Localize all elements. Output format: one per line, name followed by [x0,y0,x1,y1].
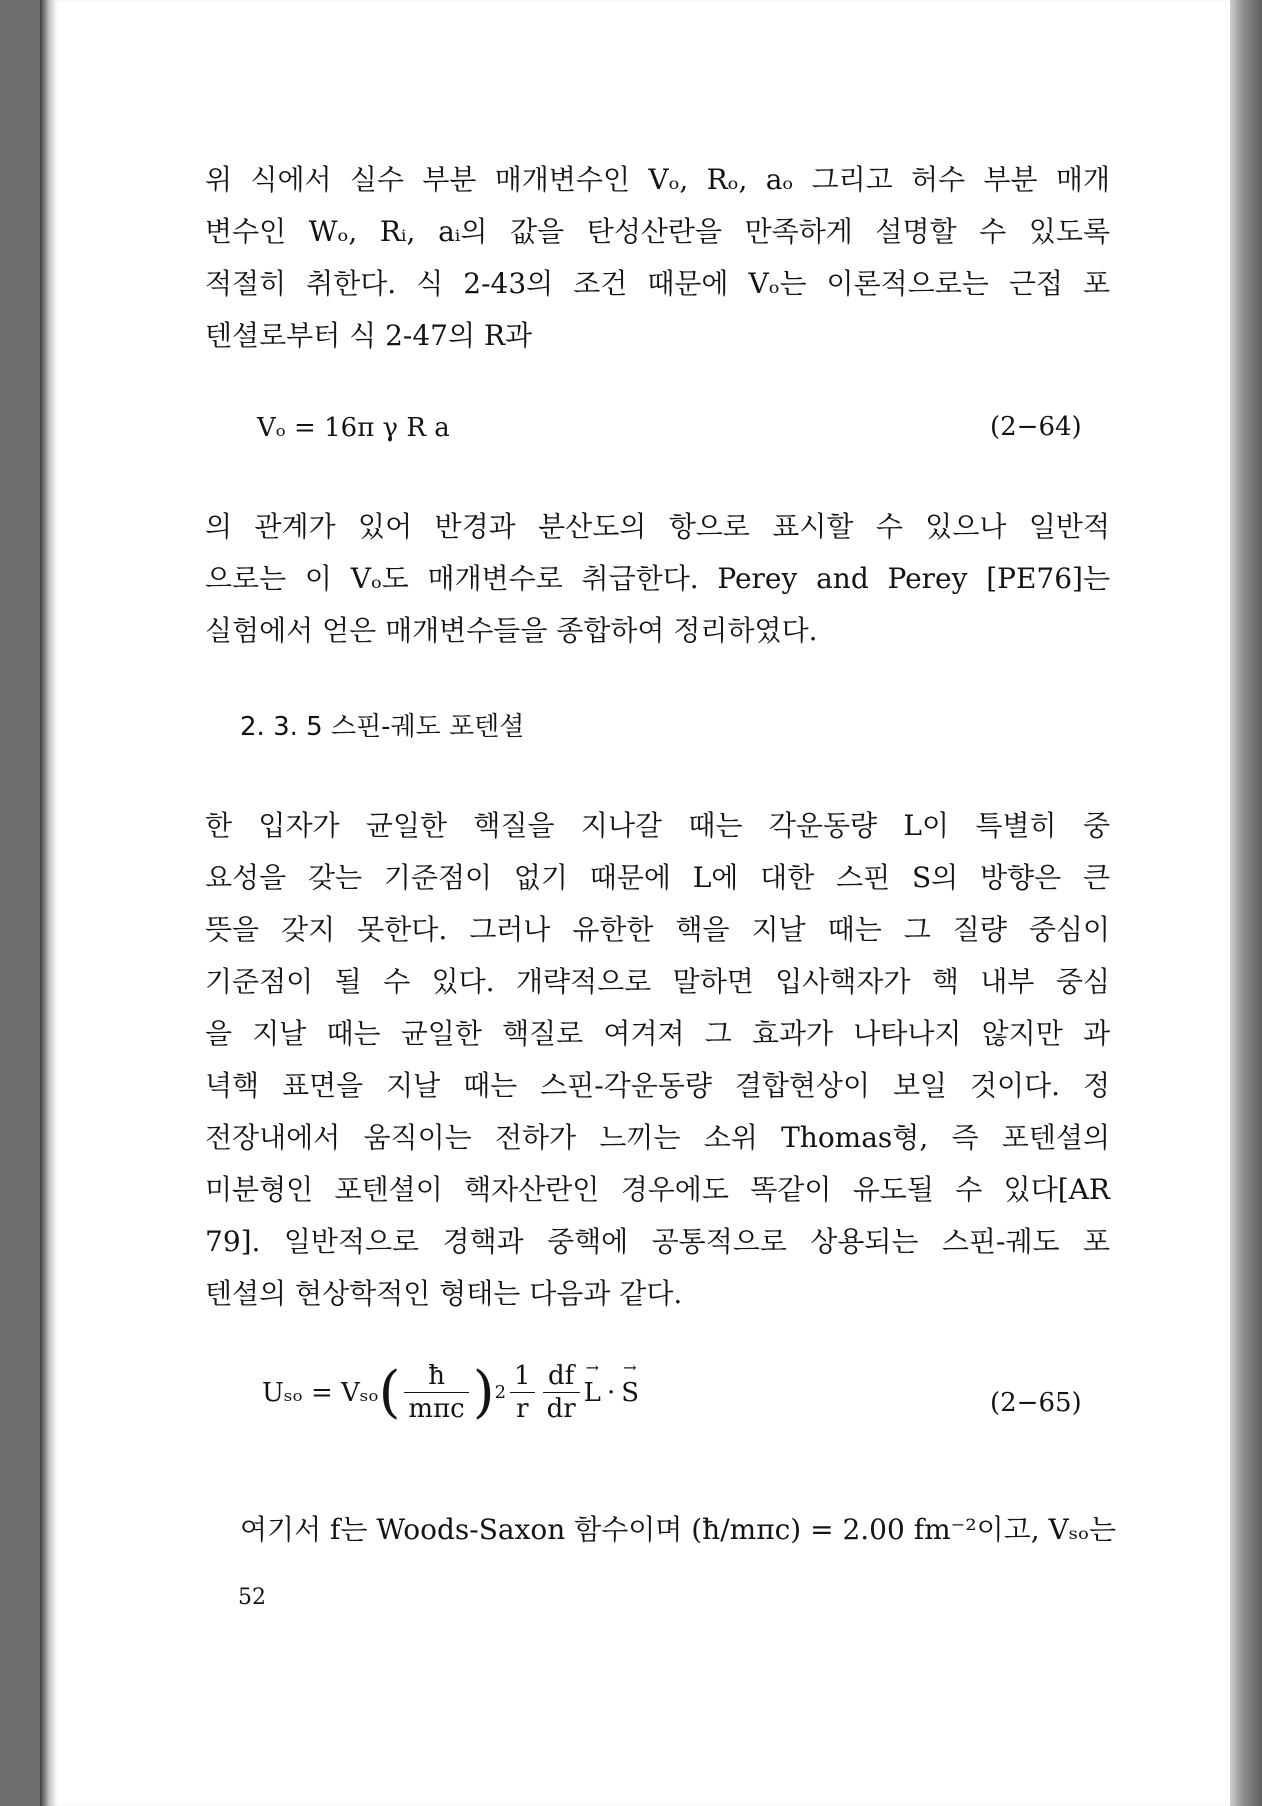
eq65-hbar: ħ [404,1360,468,1393]
paragraph3-line-4: 기준점이 될 수 있다. 개략적으로 말하면 입사핵자가 핵 내부 중심 [205,965,1110,998]
eq65-vector-L: → L [584,1378,601,1408]
paragraph3-line-5: 을 지날 때는 균일한 핵질로 여겨져 그 효과가 나타나지 않지만 과 [205,1017,1110,1050]
eq65-dr: dr [546,1394,576,1424]
page-number: 52 [238,1585,266,1610]
equation-2-64: Vₒ = 16π γ R a [257,413,450,443]
eq65-one: 1 [510,1360,535,1393]
paragraph3-line-10: 텐셜의 현상학적인 형태는 다음과 같다. [205,1277,683,1310]
eq65-lhs: Uₛₒ = Vₛₒ [262,1377,379,1408]
paragraph3-line-3: 뜻을 갖지 못한다. 그러나 유한한 핵을 지날 때는 그 질량 중심이 [205,913,1110,946]
eq65-derivative [543,1360,580,1425]
paragraph4-line-1: 여기서 f는 Woods-Saxon 함수이며 (ħ/mπc) = 2.00 fm⁻²이고, Vₛₒ는 [240,1513,1117,1546]
paragraph3-line-6: 녁핵 표면을 지날 때는 스핀-각운동량 결합현상이 보일 것이다. 정 [205,1069,1110,1102]
paragraph1-line-4: 텐셜로부터 식 2-47의 R과 [205,319,533,352]
book-spine-edge [40,0,50,1806]
book-page-stack-edge [1230,0,1262,1806]
paragraph1-line-3: 적절히 취한다. 식 2-43의 조건 때문에 Vₒ는 이론적으로는 근접 포 [205,267,1110,300]
paragraph1-line-1: 위 식에서 실수 부분 매개변수인 Vₒ, Rₒ, aₒ 그리고 허수 부분 매개 [205,163,1110,196]
paragraph1-line-2: 변수인 Wₒ, Rᵢ, aᵢ의 값을 탄성산란을 만족하게 설명할 수 있도록 [205,215,1110,248]
eq65-mpic: mπc [408,1394,465,1424]
paragraph3-line-8: 미분형인 포텐셜이 핵자산란인 경우에도 똑같이 유도될 수 있다[AR [205,1173,1110,1206]
equation-number-2-64: (2−64) [990,412,1082,442]
eq65-power: 2 [494,1382,507,1403]
equation-2-65 [262,1360,639,1425]
eq65-r: r [516,1394,529,1424]
eq65-close-paren: ) [472,1359,495,1425]
eq65-open-paren: ( [378,1359,401,1425]
paragraph2-line-1: 의 관계가 있어 반경과 분산도의 항으로 표시할 수 있으나 일반적 [205,510,1110,543]
eq65-hbar-fraction [404,1360,468,1425]
equation-number-2-65: (2−65) [990,1388,1082,1418]
paragraph2-line-3: 실험에서 얻은 매개변수들을 종합하여 정리하였다. [205,614,818,647]
eq65-one-over-r [510,1360,535,1425]
eq65-dot: · [606,1377,616,1408]
paragraph3-line-2: 요성을 갖는 기준점이 없기 때문에 L에 대한 스핀 S의 방향은 큰 [205,861,1110,894]
paragraph3-line-1: 한 입자가 균일한 핵질을 지나갈 때는 각운동량 L이 특별히 중 [205,809,1110,842]
paragraph2-line-2: 으로는 이 Vₒ도 매개변수로 취급한다. Perey and Perey [PE76]는 [205,562,1110,595]
eq65-vector-S: → S [621,1378,639,1408]
eq65-df: df [543,1360,580,1393]
section-heading: 2. 3. 5 스핀-궤도 포텐셜 [240,712,525,742]
paragraph3-line-7: 전장내에서 움직이는 전하가 느끼는 소위 Thomas형, 즉 포텐셜의 [205,1121,1110,1154]
paragraph3-line-9: 79]. 일반적으로 경핵과 중핵에 공통적으로 상용되는 스핀-궤도 포 [205,1225,1110,1258]
